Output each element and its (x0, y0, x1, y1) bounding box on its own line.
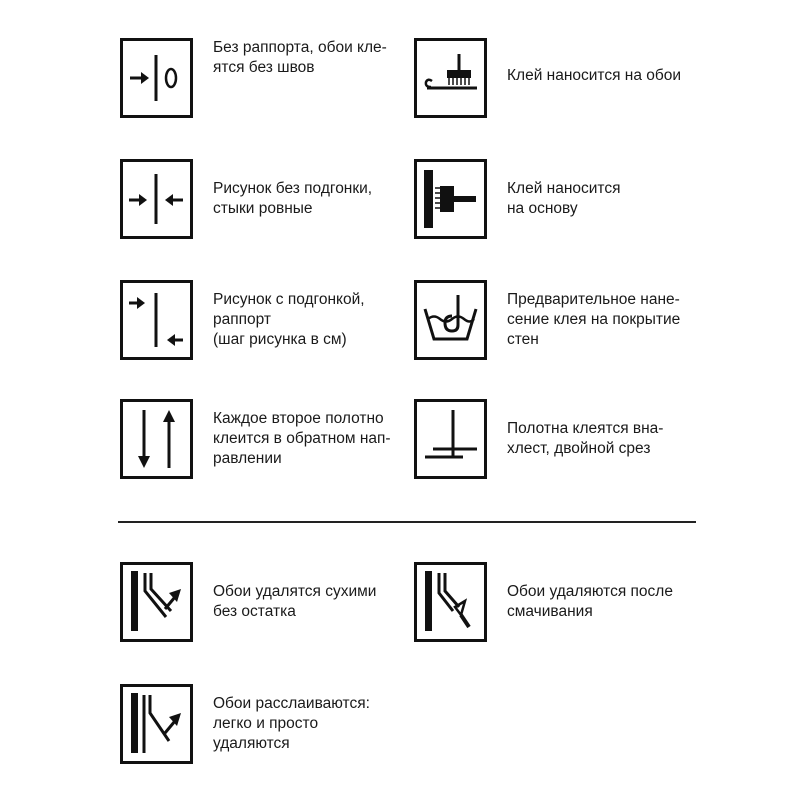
offset-match-icon (120, 280, 193, 360)
overlap-double-cut-icon (414, 399, 487, 479)
legend-label: Рисунок без подгонки, стыки ровные (213, 180, 373, 217)
legend-item-peelable (120, 684, 500, 774)
straight-match-icon (120, 159, 193, 239)
glue-on-wallpaper-icon (414, 38, 487, 118)
legend-item-glue-on-wallpaper (414, 38, 794, 128)
legend-label: Предварительное нане- сение клея на покрытие стен (507, 291, 681, 348)
legend-item-wet-removable (414, 562, 794, 652)
dry-strip-icon (120, 562, 193, 642)
glue-on-wall-icon (414, 159, 487, 239)
legend-label: Обои расслаиваются: легко и просто удаляются (213, 695, 370, 752)
pre-paste-wall-icon (414, 280, 487, 360)
legend-label: Полотна клеятся вна- хлест, двойной срез (507, 420, 664, 457)
legend-label: Рисунок с подгонкой, раппорт (шаг рисунка в см) (213, 291, 365, 348)
legend-item-glue-on-base (414, 159, 794, 249)
wet-remove-icon (414, 562, 487, 642)
legend-item-pre-glue-wall (414, 280, 794, 370)
legend-label: Обои удалятся сухими без остатка (213, 583, 377, 620)
reverse-hang-icon (120, 399, 193, 479)
legend-label: Клей наносится на основу (507, 180, 621, 217)
no-repeat-icon (120, 38, 193, 118)
legend-label: Без раппорта, обои кле- ятся без швов (213, 39, 387, 76)
legend-item-overlap-double-cut (414, 399, 794, 489)
legend-label: Обои удаляются после смачивания (507, 583, 673, 620)
section-divider (118, 521, 696, 523)
legend-label: Клей наносится на обои (507, 67, 682, 84)
legend-label: Каждое второе полотно клеится в обратном нап- равлении (213, 410, 391, 467)
peelable-icon (120, 684, 193, 764)
